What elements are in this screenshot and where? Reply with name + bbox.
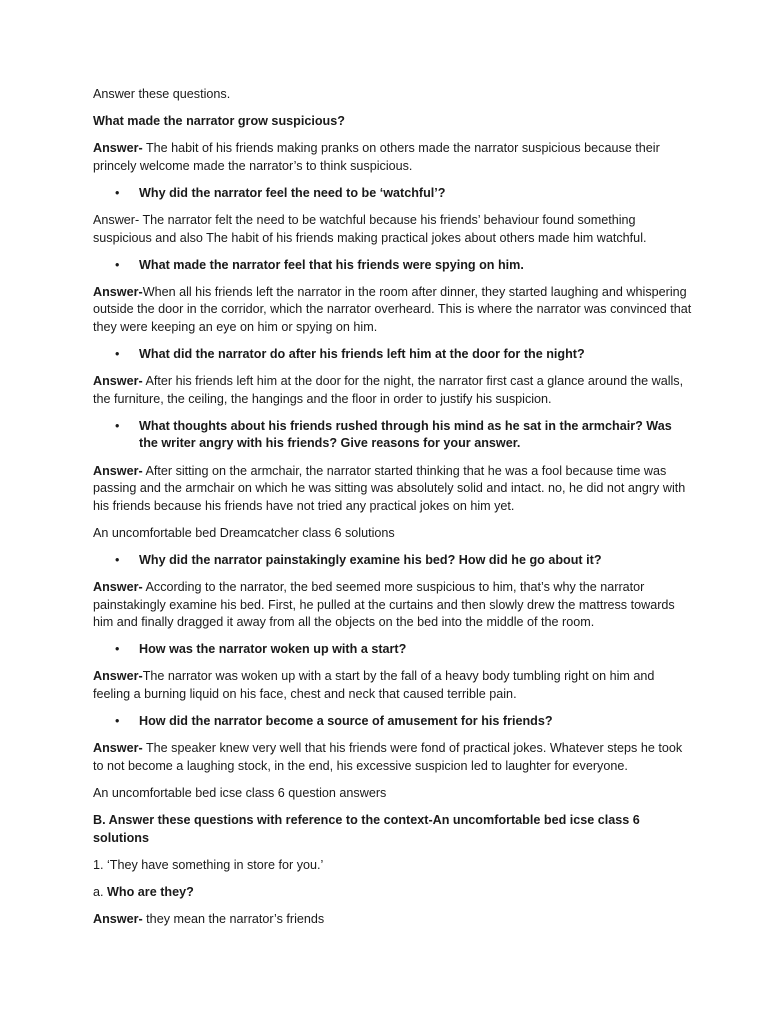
answer-6 — [93, 579, 693, 632]
sub-question-prefix: a. — [93, 884, 108, 899]
bullet-icon: • — [115, 714, 120, 729]
question-2 — [93, 185, 693, 203]
answer-a — [93, 911, 693, 929]
answer-label: Answer- — [93, 741, 143, 756]
question-5 — [93, 418, 693, 453]
sub-question-text: Who are they? — [107, 884, 194, 899]
answer-label: Answer- — [93, 212, 140, 227]
intro-text: Answer these questions. — [93, 87, 231, 101]
question-4 — [93, 346, 693, 364]
bullet-icon: • — [115, 552, 120, 567]
question-6 — [93, 552, 693, 570]
question-text: How did the narrator become a source of amusement for his friends? — [139, 714, 553, 729]
question-7 — [93, 641, 693, 659]
answer-label: Answer- — [93, 141, 143, 156]
subheading-icse: An uncomfortable bed icse class 6 question answers — [93, 785, 387, 800]
bullet-icon: • — [115, 257, 120, 272]
answer-text: The habit of his friends making pranks on others made the narrator suspicious because their princely welcome made the narrator’s to think suspicious. — [93, 141, 660, 173]
question-3 — [93, 257, 693, 275]
document-page — [93, 86, 693, 938]
answer-text: The narrator was woken up with a start by the fall of a heavy body tumbling right on him and feeling a burning liquid on his face, chest and neck that caused terrible pain. — [93, 669, 655, 701]
answer-label: Answer- — [93, 669, 143, 684]
answer-label: Answer- — [93, 911, 143, 926]
question-text: What made the narrator feel that his friends were spying on him. — [139, 257, 524, 272]
answer-text: When all his friends left the narrator in the room after dinner, they started laughing and whispering outside the door in the corridor, which the narrator overheard. This is where the narrator was convinced that they were keeping an eye on him or spying on him. — [93, 284, 692, 334]
answer-5 — [93, 463, 693, 516]
question-text: What thoughts about his friends rushed through his mind as he sat in the armchair? Was the writer angry with his friends? Give reasons for your answer. — [139, 418, 672, 451]
question-text: Why did the narrator painstakingly examine his bed? How did he go about it? — [139, 552, 602, 567]
question-1: What made the narrator grow suspicious? — [93, 114, 345, 129]
answer-8 — [93, 740, 693, 775]
answer-label: Answer- — [93, 579, 143, 594]
answer-text: According to the narrator, the bed seemed more suspicious to him, that’s why the narrator painstakingly examine his bed. First, he pulled at the curtains and then slowly drew the mattress towards him and finally dragged it away from all the objects on the bed into the middle of the room. — [93, 579, 675, 630]
answer-label: Answer- — [93, 374, 143, 389]
answer-7 — [93, 668, 693, 703]
answer-3 — [93, 284, 693, 337]
answer-label: Answer- — [93, 463, 143, 478]
answer-text: they mean the narrator’s friends — [142, 911, 325, 926]
answer-text: After sitting on the armchair, the narrator started thinking that he was a fool because time was passing and the armchair on which he was sitting was absolutely solid and intact. no, he did not angry with his friends because his friends have not tried any practical jokes on him yet. — [93, 463, 686, 513]
sub-question-a — [93, 884, 693, 902]
answer-label: Answer- — [93, 284, 143, 299]
question-text: What did the narrator do after his friends left him at the door for the night? — [139, 347, 585, 362]
bullet-icon: • — [115, 347, 120, 362]
answer-text: After his friends left him at the door for the night, the narrator first cast a glance around the walls, the furniture, the ceiling, the hangings and the floor in order to justify his suspicion. — [93, 374, 684, 406]
bullet-icon: • — [115, 185, 120, 200]
answer-text: The speaker knew very well that his friends were fond of practical jokes. Whatever steps he took to not become a laughing stock, in the end, his excessive suspicion led to laughter for everyone. — [93, 741, 683, 773]
bullet-icon: • — [115, 642, 120, 657]
question-text: How was the narrator woken up with a start? — [139, 642, 407, 657]
bullet-icon: • — [115, 418, 120, 433]
subheading-dreamcatcher: An uncomfortable bed Dreamcatcher class 6 solutions — [93, 525, 395, 540]
answer-4 — [93, 373, 693, 408]
question-8 — [93, 713, 693, 731]
context-quote: 1. ‘They have something in store for you.’ — [93, 857, 324, 872]
answer-1 — [93, 140, 693, 175]
section-b-heading: B. Answer these questions with reference to the context-An uncomfortable bed icse class 6 solutions — [93, 812, 640, 845]
question-text: Why did the narrator feel the need to be ‘watchful’? — [139, 185, 446, 200]
answer-text: The narrator felt the need to be watchful because his friends’ behaviour found something suspicious and also The habit of his friends making practical jokes about others made him watchful. — [93, 212, 647, 245]
answer-2 — [93, 212, 693, 247]
